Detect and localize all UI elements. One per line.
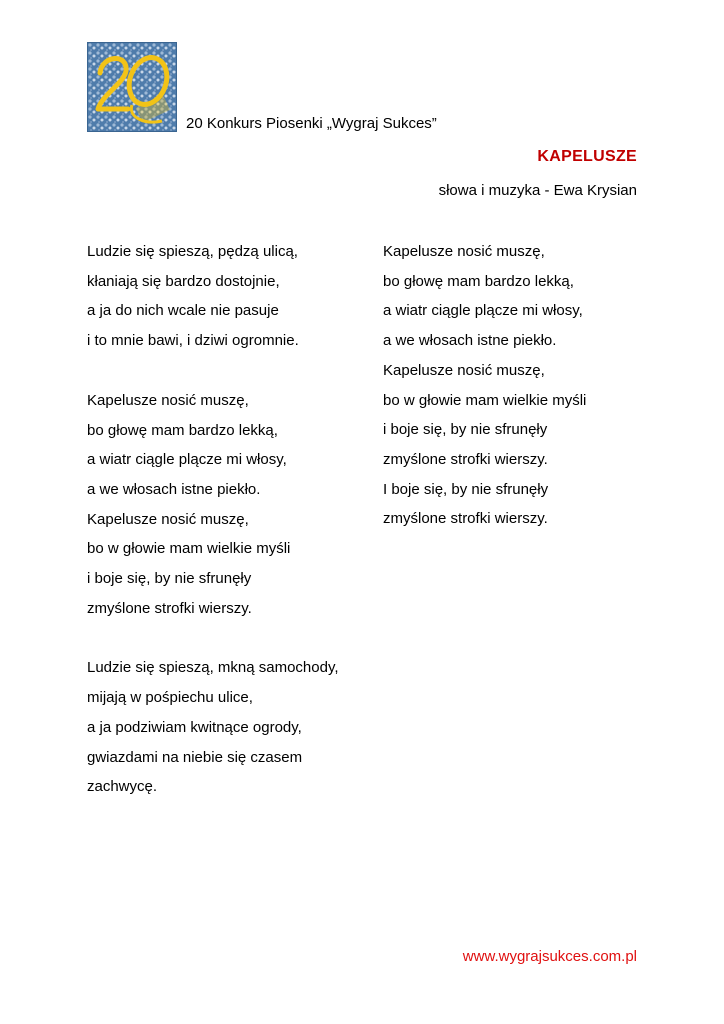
lyric-line: Kapelusze nosić muszę, <box>87 391 249 409</box>
lyric-line: Kapelusze nosić muszę, <box>87 510 249 528</box>
stanza <box>87 653 367 802</box>
lyric-line: a wiatr ciągle plącze mi włosy, <box>383 302 583 320</box>
lyric-line: i boje się, by nie sfrunęły <box>383 421 548 439</box>
lyric-line: i to mnie bawi, i dziwi ogromnie. <box>87 332 299 350</box>
lyrics-right-column <box>383 237 663 564</box>
lyric-line: a ja do nich wcale nie pasuje <box>87 302 279 320</box>
lyric-line: gwiazdami na niebie się czasem <box>87 748 303 766</box>
lyric-line: zmyślone strofki wierszy. <box>383 450 548 468</box>
lyric-line: bo w głowie mam wielkie myśli <box>383 391 587 409</box>
lyric-line: Kapelusze nosić muszę, <box>383 243 545 260</box>
lyric-line: zachwycę. <box>87 778 158 796</box>
lyric-line: I boje się, by nie sfrunęły <box>383 480 549 498</box>
website-link[interactable]: www.wygrajsukces.com.pl <box>462 948 637 965</box>
contest-name: 20 Konkurs Piosenki „Wygraj Sukces” <box>186 115 437 132</box>
lyric-line: Ludzie się spieszą, mkną samochody, <box>87 659 339 677</box>
lyric-line: bo głowę mam bardzo lekką, <box>87 421 278 439</box>
lyric-line: kłaniają się bardzo dostojnie, <box>87 272 280 290</box>
lyric-line: zmyślone strofki wierszy. <box>383 510 548 528</box>
stanza <box>383 237 663 534</box>
lyric-line: a we włosach istne piekło. <box>383 332 557 350</box>
stanza <box>87 237 367 356</box>
lyric-line: a we włosach istne piekło. <box>87 480 261 498</box>
lyrics-left-column <box>87 237 367 832</box>
lyric-line: a wiatr ciągle plącze mi włosy, <box>87 451 287 469</box>
lyric-line: bo głowę mam bardzo lekką, <box>383 272 574 290</box>
stanza <box>87 386 367 624</box>
lyric-line: Ludzie się spieszą, pędzą ulicą, <box>87 243 298 260</box>
lyric-line: zmyślone strofki wierszy. <box>87 599 252 617</box>
contest-logo <box>87 42 177 132</box>
contest-20-logo-icon <box>88 43 176 131</box>
song-title: KAPELUSZE <box>537 148 637 165</box>
lyric-line: a ja podziwiam kwitnące ogrody, <box>87 718 302 736</box>
lyric-line: Kapelusze nosić muszę, <box>383 361 545 379</box>
song-credits: słowa i muzyka - Ewa Krysian <box>438 182 637 199</box>
lyric-line: i boje się, by nie sfrunęły <box>87 570 252 588</box>
lyric-line: mijają w pośpiechu ulice, <box>87 689 253 707</box>
lyric-line: bo w głowie mam wielkie myśli <box>87 540 291 558</box>
